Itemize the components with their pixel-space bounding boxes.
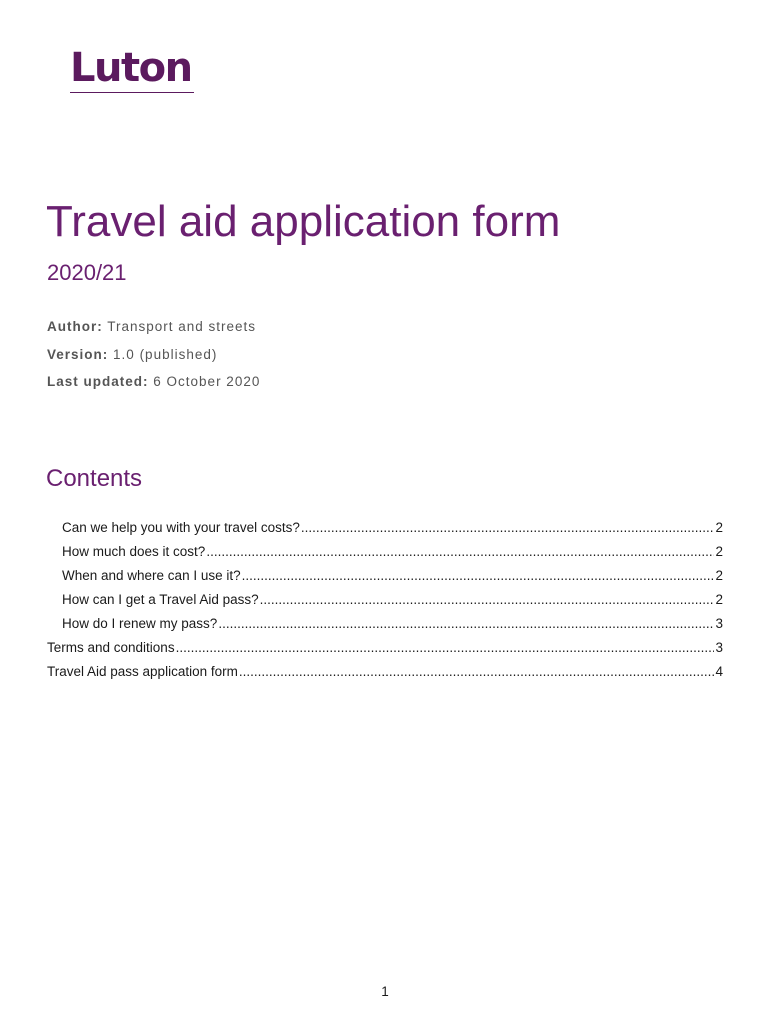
toc-leader-dots xyxy=(239,660,715,684)
toc-item-text: How can I get a Travel Aid pass? xyxy=(62,592,259,607)
logo-wordmark: Luton xyxy=(70,45,192,91)
toc-leader-dots xyxy=(206,540,714,564)
toc-leader-dots xyxy=(301,516,715,540)
toc-item-get-pass[interactable] xyxy=(47,588,723,612)
toc-item-text: Travel Aid pass application form xyxy=(47,664,238,679)
toc-item-when-where[interactable] xyxy=(47,564,723,588)
toc-item-cost[interactable] xyxy=(47,540,723,564)
toc-item-page: 4 xyxy=(715,664,723,679)
toc-item-page: 2 xyxy=(715,592,723,607)
document-metadata xyxy=(47,315,260,398)
version-label: Version: xyxy=(47,346,109,362)
last-updated-label: Last updated: xyxy=(47,374,149,389)
toc-item-page: 2 xyxy=(715,568,723,583)
contents-heading: Contents xyxy=(46,465,143,492)
document-title: Travel aid application form xyxy=(46,197,561,246)
toc-leader-dots xyxy=(242,564,715,588)
luton-logo xyxy=(70,44,196,93)
toc-item-renew-pass[interactable] xyxy=(47,612,723,636)
toc-item-text: How do I renew my pass? xyxy=(62,616,218,631)
last-updated-value: 6 October 2020 xyxy=(153,374,261,389)
toc-item-terms[interactable] xyxy=(47,636,723,660)
toc-item-text: Terms and conditions xyxy=(47,640,175,655)
author-row xyxy=(47,315,260,343)
version-row xyxy=(47,343,260,371)
toc-item-page: 3 xyxy=(715,640,723,655)
page-number: 1 xyxy=(381,984,389,999)
logo-underline xyxy=(70,92,194,93)
toc-item-page: 2 xyxy=(715,520,723,535)
toc-item-page: 2 xyxy=(715,544,723,559)
toc-leader-dots xyxy=(260,588,715,612)
toc-item-text: Can we help you with your travel costs? xyxy=(62,520,300,535)
toc-item-travel-costs[interactable] xyxy=(47,516,723,540)
author-value: Transport and streets xyxy=(107,319,257,334)
last-updated-row xyxy=(47,370,260,398)
toc-leader-dots xyxy=(176,636,715,660)
toc-item-text: How much does it cost? xyxy=(62,544,206,559)
author-label: Author: xyxy=(47,319,103,334)
version-value: 1.0 (published) xyxy=(113,346,218,362)
toc-leader-dots xyxy=(218,612,714,636)
toc-item-page: 3 xyxy=(715,616,723,631)
table-of-contents xyxy=(47,516,723,684)
toc-item-text: When and where can I use it? xyxy=(62,568,241,583)
document-subtitle: 2020/21 xyxy=(47,260,127,285)
toc-item-application-form[interactable] xyxy=(47,660,723,684)
